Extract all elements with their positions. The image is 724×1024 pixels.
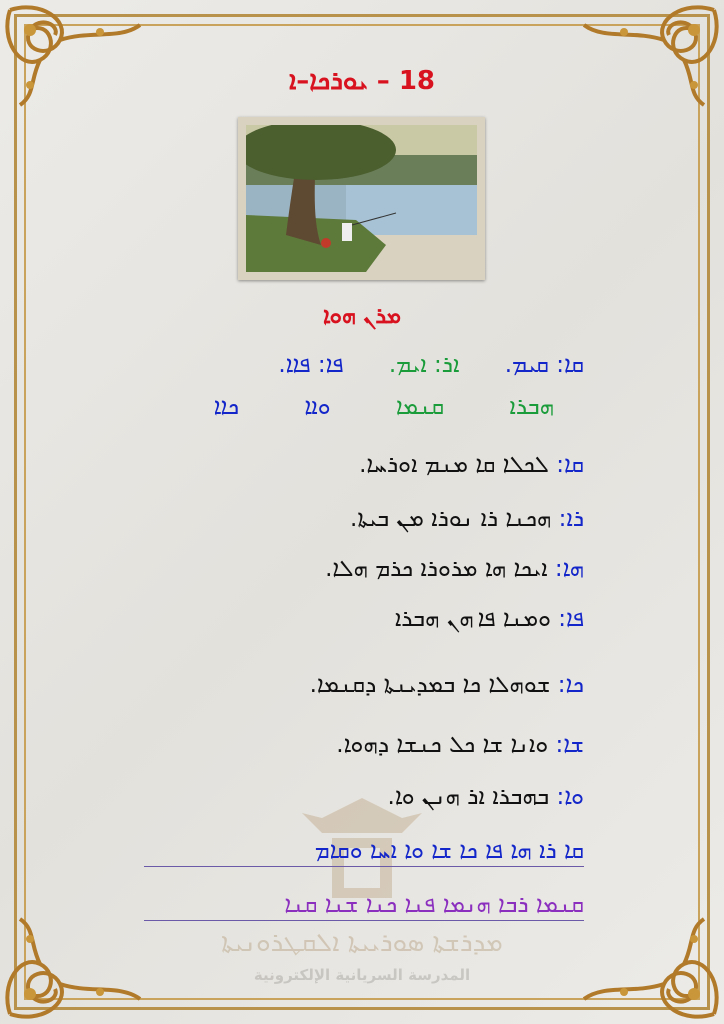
letter-word-3: ܘܐܐ	[304, 394, 331, 420]
reading-line	[388, 784, 584, 810]
letter-word-4: ܟܐܐ	[213, 394, 240, 420]
summary-words: ܩܢܡܐ ܪܒܐ ܗܢܡܐ ܦܢܐ ܟܢܐ ܫܢܐ ܩܢܐ	[144, 892, 584, 921]
reading-line	[325, 556, 584, 582]
letter-word-2: ܩܢܡܐ	[395, 394, 445, 420]
line-label: ܪܐ:	[558, 506, 584, 532]
reading-line	[350, 506, 584, 532]
ornament-corner-bottom-left	[0, 914, 150, 1024]
line-text: ܠܟܠܐ ܩܐ ܡܢܡ ܐܘܪܚܐ.	[359, 452, 549, 478]
letter-pair-3: ܦܐ: ܦܐܐ.	[278, 352, 344, 378]
summary-letters: ܩܐ ܪܐ ܗܐ ܦܐ ܟܐ ܫܐ ܘܐ ܐܚܐ ܘܩܐܡ	[144, 838, 584, 867]
line-text: ܗܟܢܐ ܪܐ ܢܘܪܐ ܡܢ ܒܝܬܐ.	[350, 506, 552, 532]
line-text: ܫܘܗܠܐ ܟܐ ܒܡܕܝܢܬܐ ܕܩܢܡܐ.	[309, 672, 551, 698]
line-label: ܩܐ:	[556, 452, 584, 478]
line-label: ܦܐ:	[558, 606, 584, 632]
letter-words-row	[156, 394, 554, 420]
reading-line	[310, 672, 584, 698]
lesson-photo	[238, 117, 485, 280]
line-label: ܘܐ:	[556, 784, 584, 810]
watermark-arabic: المدرسة السريانية الإلكترونية	[253, 966, 471, 984]
ornament-corner-bottom-right	[574, 914, 724, 1024]
letter-pair-2: ܐܪ: ܐܝܡ.	[388, 352, 460, 378]
line-text: ܒܗܒܪܐ ܐܪ ܗܢܢ ܘܐ.	[387, 784, 550, 810]
line-text: ܐܝܟܐ ܗܐ ܡܪܘܪܐ ܟܪܡ ܗܠܐ.	[325, 556, 548, 582]
line-text: ܘܐܢܐ ܫܐ ܟܠ ܟܢܫܐ ܕܗܘܐ.	[336, 732, 549, 758]
reading-line	[395, 606, 584, 632]
letter-word-1: ܗܒܪܐ	[509, 394, 554, 420]
reading-line	[336, 732, 584, 758]
letter-pair-1: ܩܐ: ܩܝܡ.	[504, 352, 584, 378]
letter-pairs-row	[240, 352, 584, 378]
line-label: ܟܐ:	[557, 672, 584, 698]
line-label: ܫܐ:	[555, 732, 584, 758]
line-text: ܘܡܢܐ ܦܐ ܗܢ ܗܒܪܐ	[394, 606, 551, 632]
reading-line	[359, 452, 584, 478]
lesson-title: 18 – ܝܘܪܟܐ–ܐ	[289, 66, 435, 96]
watermark-syriac: ܡܕܪܫܬܐ ܣܘܪܝܝܬܐ ܐܠܩܛܪܘܢܝܬܐ	[221, 928, 503, 958]
line-label: ܗܐ:	[554, 556, 584, 582]
school-watermark	[150, 788, 574, 988]
section-heading: ܡܪܢ ܗܘܐ	[323, 304, 401, 329]
